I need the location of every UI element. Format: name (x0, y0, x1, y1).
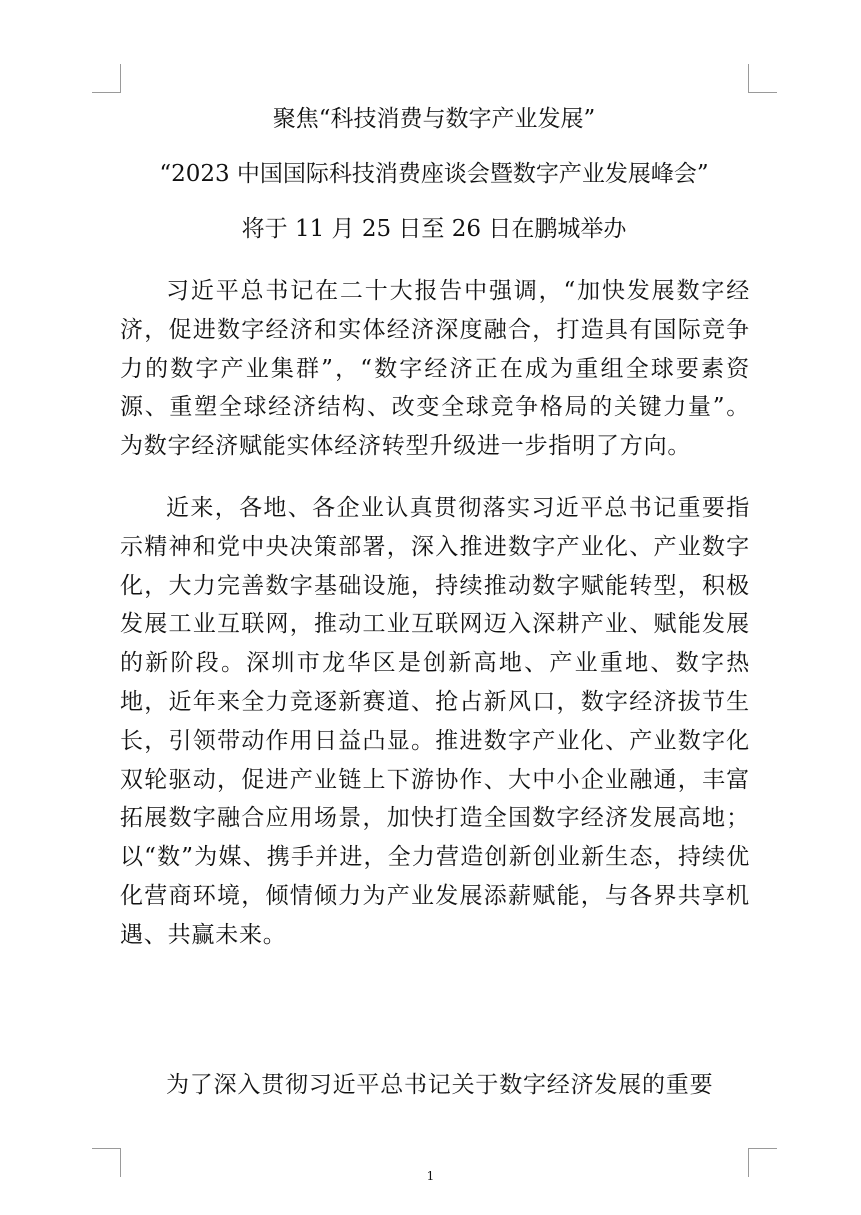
paragraph-2: 近来，各地、各企业认真贯彻落实习近平总书记重要指示精神和党中央决策部署，深入推进数字产业化、产业数字化，大力完善数字基础设施，持续推动数字赋能转型，积极发展工业互联网，推动工业互联网迈入深耕产业、赋能发展的新阶段。深圳市龙华区是创新高地、产业重地、数字热地，近年来全力竞逐新赛道、抢占新风口，数字经济拔节生长，引领带动作用日益凸显。推进数字产业化、产业数字化双轮驱动，促进产业链上下游协作、大中小企业融通，丰富拓展数字融合应用场景，加快打造全国数字经济发展高地；以“数”为媒、携手并进，全力营造创新创业新生态，持续优化营商环境，倾情倾力为产业发展添薪赋能，与各界共享机遇、共赢未来。 (120, 495, 750, 948)
title-line-3: 将于 11 月 25 日至 26 日在鹏城举办 (241, 216, 627, 242)
title-line-1: 聚焦“科技消费与数字产业发展” (272, 106, 596, 132)
paragraph-3: 为了深入贯彻习近平总书记关于数字经济发展的重要 (166, 1072, 714, 1098)
page-number: 1 (426, 1169, 435, 1183)
crop-mark-top-left (92, 64, 121, 93)
paragraph-1: 习近平总书记在二十大报告中强调，“加快发展数字经济，促进数字经济和实体经济深度融合，打造具有国际竞争力的数字产业集群”，“数字经济正在成为重组全球要素资源、重塑全球经济结构、改变全球竞争格局的关键力量”。为数字经济赋能实体经济转型升级进一步指明了方向。 (120, 278, 750, 460)
crop-mark-top-right (748, 64, 777, 93)
title-line-2: “2023 中国国际科技消费座谈会暨数字产业发展峰会” (159, 161, 709, 187)
